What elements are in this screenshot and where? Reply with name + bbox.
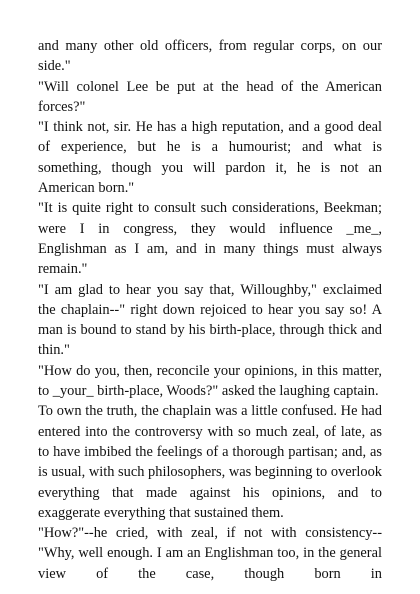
paragraph-2: "Will colonel Lee be put at the head of the American forces?" [38, 78, 382, 115]
paragraph-8: "How?"--he cried, with zeal, if not with consistency--"Why, well enough. I am an Englishman too, in the general view of the case, though born in [38, 525, 382, 582]
paragraph-4: "It is quite right to consult such considerations, Beekman; were I in congress, they would influence _me_, Englishman as I am, and in many things must always remain." [38, 200, 382, 278]
paragraph-5: "I am glad to hear you say that, Willoughby," exclaimed the chaplain--" right down rejoiced to hear you say so! A man is bound to stand by his birth-place, through thick and thin." [38, 281, 382, 359]
paragraph-7: To own the truth, the chaplain was a little confused. He had entered into the controversy with so much zeal, of late, as to have imbibed the feelings of a thorough partisan; and, as is usual, with such philosophers, was beginning to overlook everything that made against his opinions, and to exaggerate everything that sustained them. [38, 403, 382, 521]
paragraph-1: and many other old officers, from regular corps, on our side." [38, 38, 382, 75]
paragraph-6: "How do you, then, reconcile your opinions, in this matter, to _your_ birth-place, Woods?" asked the laughing captain. [38, 362, 382, 400]
paragraph-3: "I think not, sir. He has a high reputation, and a good deal of experience, but he is a humourist; and what is something, though you will pardon it, he is not an American born." [38, 119, 382, 197]
